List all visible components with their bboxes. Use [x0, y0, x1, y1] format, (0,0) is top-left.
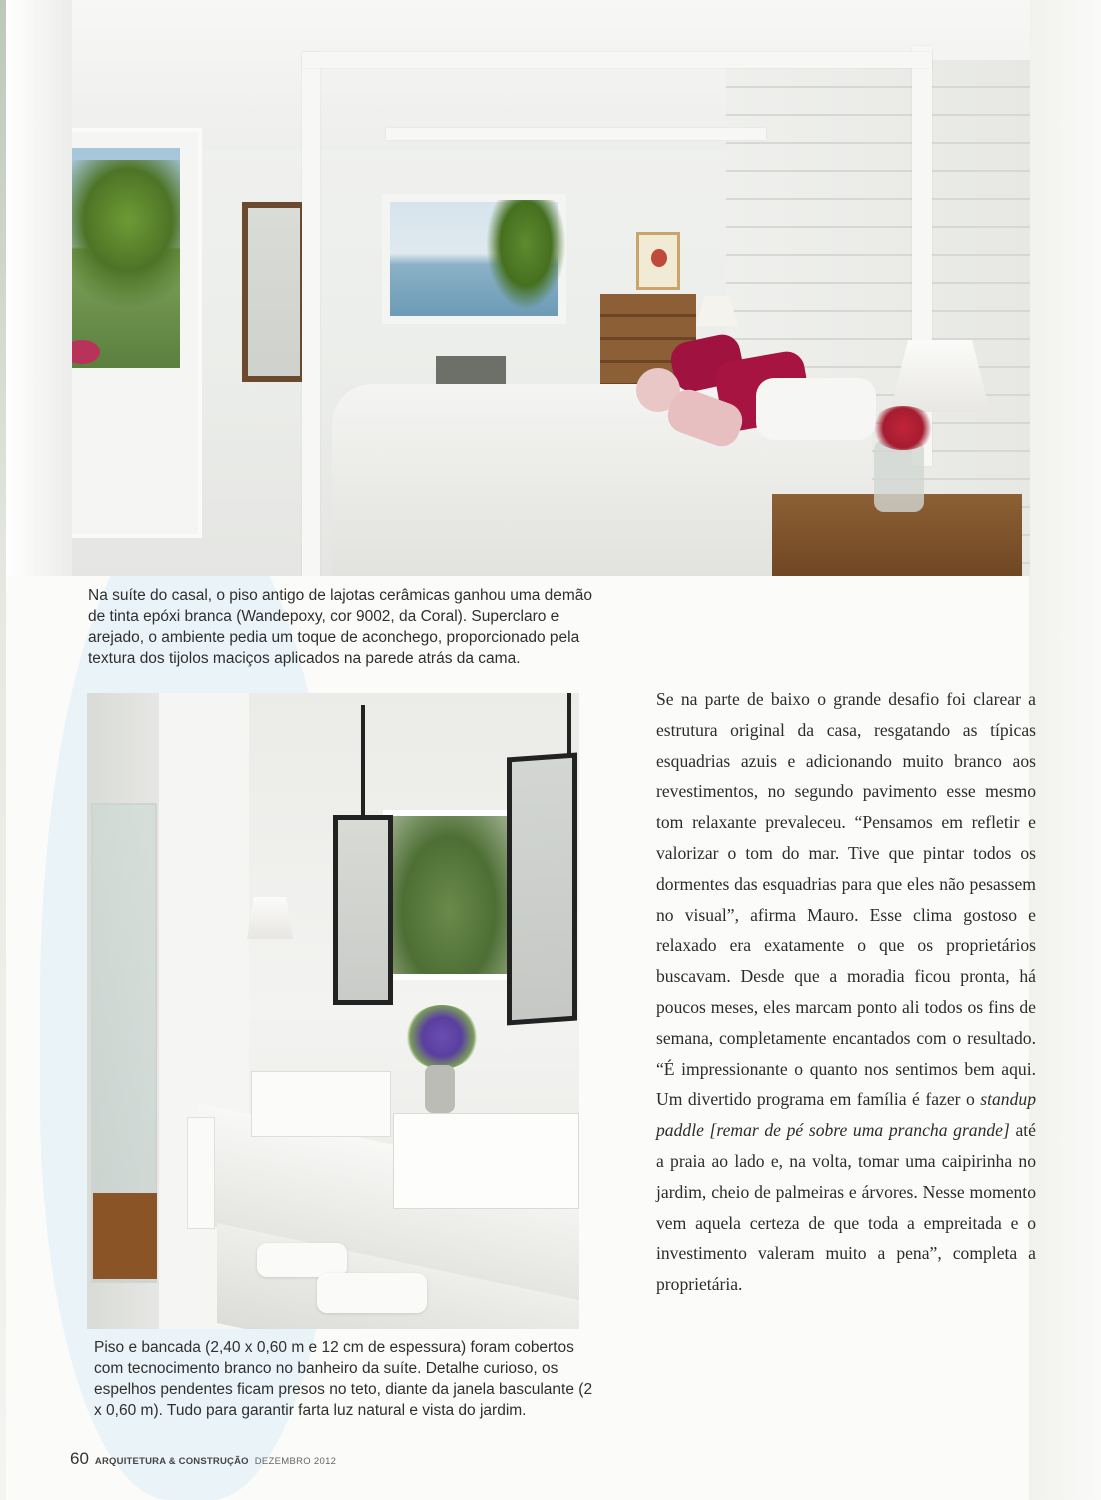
window-palm: [486, 200, 566, 310]
magazine-name: ARQUITETURA & CONSTRUÇÃO: [94, 1456, 249, 1467]
hanging-towel: [187, 1117, 215, 1229]
wooden-floor-mat: [93, 1193, 157, 1279]
bedroom-caption: Na suíte do casal, o piso antigo de lajotas cerâmicas ganhou uma demão de tinta epóxi branca (Wandepoxy, cor 9002, da Coral). Superclaro e arejado, o ambiente pedia um toque de aconchego, proporcionado pela textura dos tijolos maciços aplicados na parede atrás da cama.: [88, 587, 593, 667]
bathroom-photo: [87, 693, 579, 1329]
pendant-mirror: [333, 815, 393, 1005]
bathroom-caption: Piso e bancada (2,40 x 0,60 m e 12 cm de espessura) foram cobertos com tecnocimento branco no banheiro da suíte. Detalhe curioso, os espelhos pendentes ficam presos no teto, diante da janela basculante (2 x 0,60 m). Tudo para garantir farta luz natural e vista do jardim.: [94, 1339, 593, 1419]
canopy-beam: [386, 128, 766, 140]
pillow: [756, 378, 876, 440]
page-margin: [1029, 0, 1101, 1500]
page-footer: [70, 1449, 336, 1469]
article-paragraph: [656, 684, 1036, 1300]
trunk: [436, 356, 506, 386]
body-text-part: até a praia ao lado e, na volta, tomar uma caipirinha no jardim, cheio de palmeiras e árvores. Nesse momento vem aquela certeza de que toda a empreitada e o investimento valeram muito a pena”, completa a proprietária.: [656, 1120, 1036, 1295]
silver-jug: [425, 1065, 455, 1113]
bed-post-left: [6, 0, 72, 576]
folded-towel: [257, 1243, 347, 1277]
flower-painting: [636, 232, 680, 290]
body-text-part: Se na parte de baixo o grande desafio foi clarear a estrutura original da casa, resgatando as típicas esquadrias azuis e adicionando muito branco aos revestimentos, no segundo pavimento esse mesmo tom relaxante prevaleceu. “Pensamos em refletir e valorizar o tom do mar. Tive que pintar todos os dormentes das esquadrias para que eles não pesassem no visual”, afirma Mauro. Esse clima gostoso e relaxado era exatamente o que os proprietários buscavam. Desde que a moradia ficou pronta, há poucos meses, eles marcam ponto ali todos os fins de semana, completamente encantados com o resultado. “É impressionante o quanto nos sentimos bem aqui. Um divertido programa em família é fazer o: [656, 689, 1036, 1110]
mirror-rod: [361, 705, 365, 817]
canopy-post: [302, 52, 320, 576]
canopy-beam: [302, 52, 932, 68]
mirror-rod: [567, 693, 571, 757]
wall-mirror: [242, 202, 306, 382]
bedroom-photo: [6, 0, 1030, 576]
iris-flowers: [405, 1005, 479, 1069]
roses: [870, 406, 936, 450]
page-number: 60: [70, 1449, 89, 1468]
wall-sconce: [247, 897, 293, 939]
glass-vase: [874, 440, 924, 512]
garden-window: [383, 810, 515, 980]
issue-date: DEZEMBRO 2012: [254, 1456, 337, 1467]
article-body: [656, 684, 1036, 1300]
pendant-mirror: [507, 753, 577, 1026]
folded-towel: [317, 1273, 427, 1313]
body-italic: standup paddle [remar de pé sobre uma prancha grande]: [656, 1089, 1036, 1141]
sink-basin: [393, 1113, 579, 1209]
sink-basin: [251, 1071, 391, 1137]
